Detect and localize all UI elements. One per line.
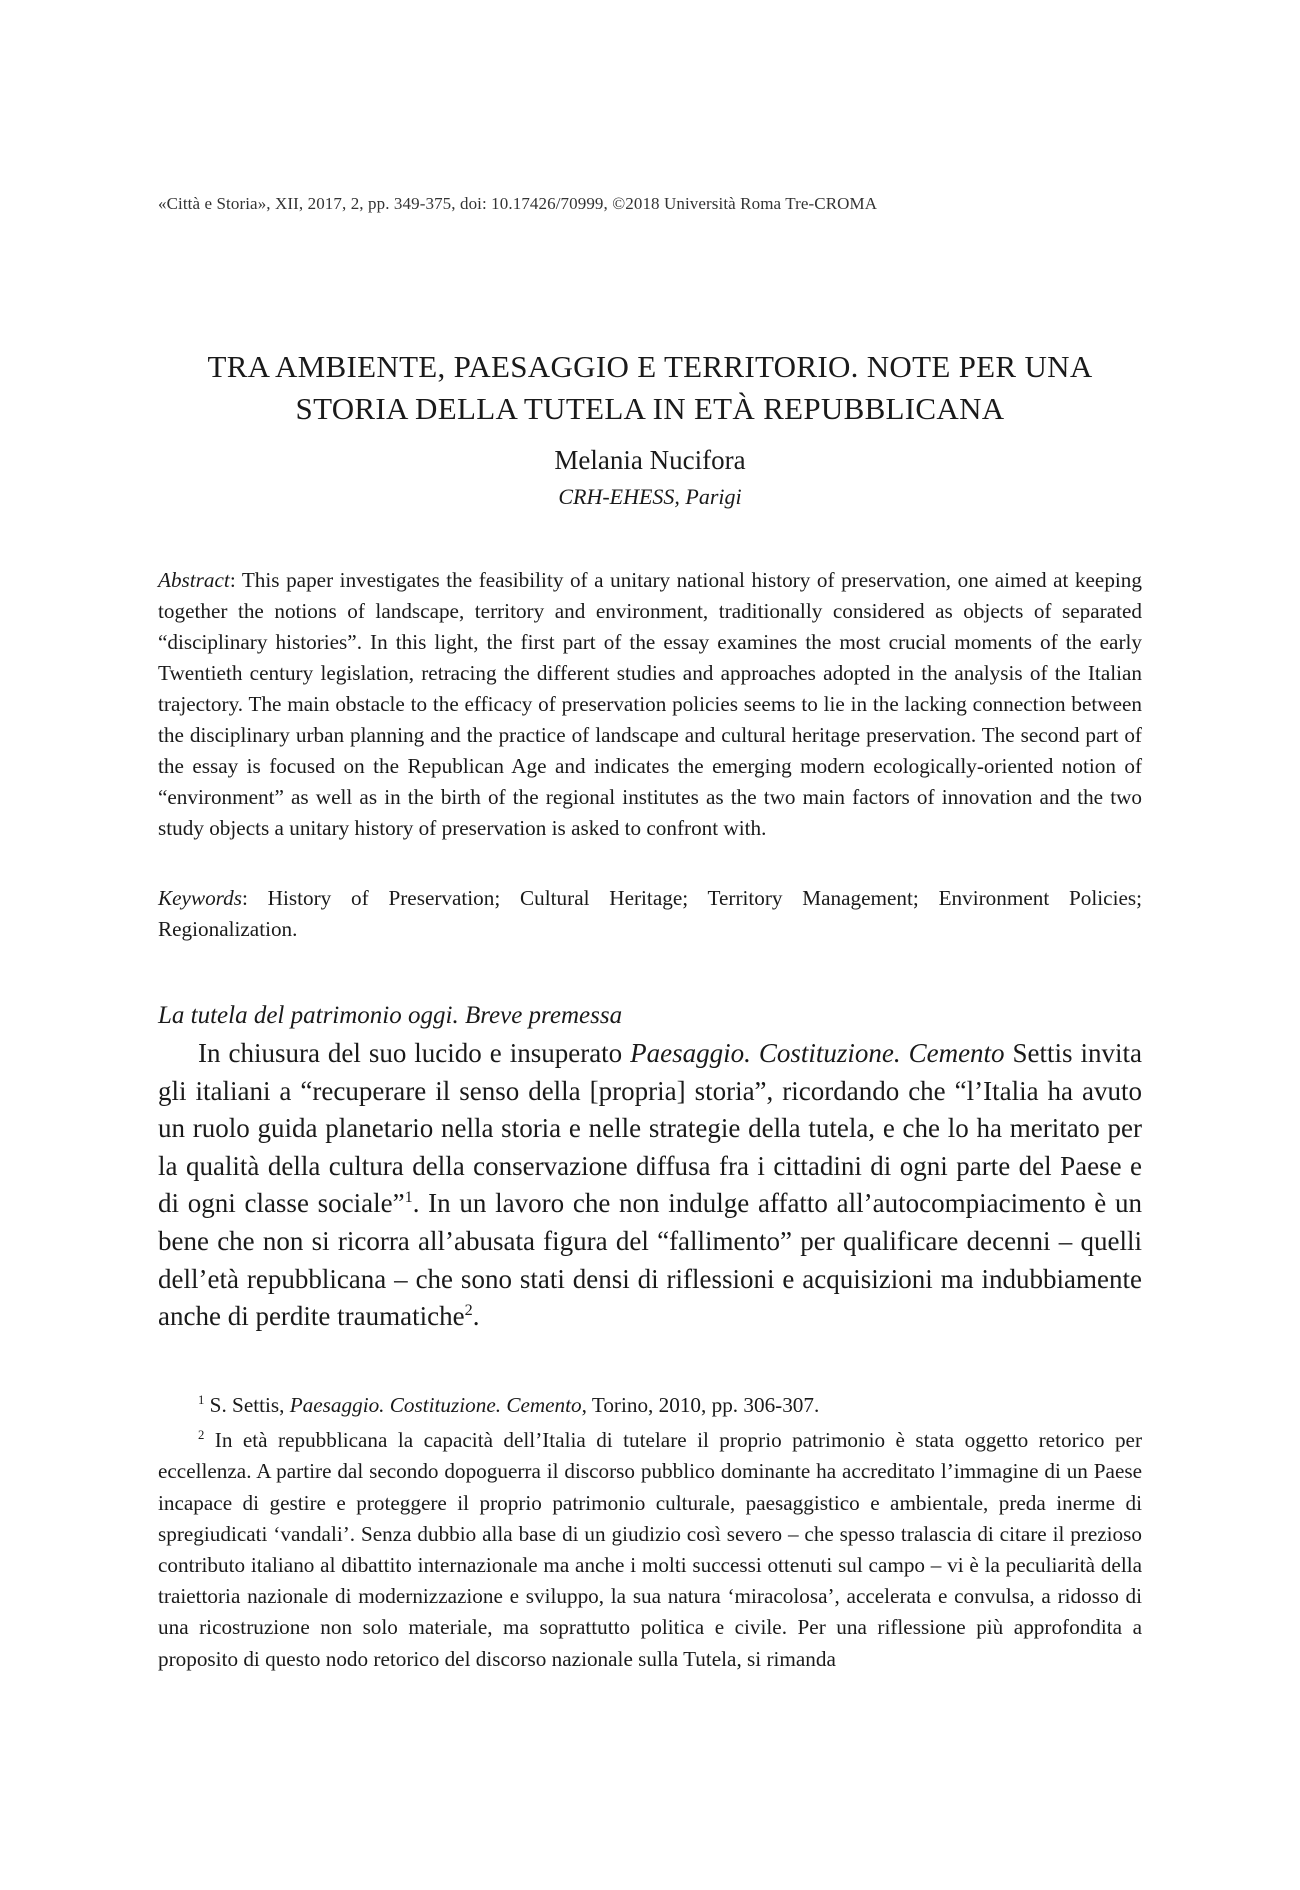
footnote-ref-2[interactable]: 2 [464,1301,473,1320]
footnote-ref-1[interactable]: 1 [404,1188,413,1207]
footnote-2 [158,1425,1142,1675]
section-heading: La tutela del patrimonio oggi. Breve premessa [158,1002,623,1029]
footnote-book-title: Paesaggio. Costituzione. Cemento [289,1393,582,1417]
footnote-number: 1 [198,1392,205,1407]
abstract [158,565,1142,844]
footnotes [158,1390,1142,1675]
article-title-line-1: TRA AMBIENTE, PAESAGGIO E TERRITORIO. NOTE PER UNA [207,349,1093,384]
article-title [150,346,1150,430]
title-block [150,346,1150,514]
body-text-part: Settis invita gli italiani a “recuperare il senso della [propria] storia”, ricordando che “l’Italia ha avuto un ruolo guida planetario nella storia e nelle strategie della tutela, e che lo ha meritato per la qualità della cultura della conservazione diffusa fra i cittadini di ogni parte del Paese e di ogni classe sociale” [158,1038,1142,1219]
footnote-text: , Torino, 2010, pp. 306-307. [581,1393,820,1417]
keywords [158,883,1142,945]
body-paragraph [158,1035,1142,1336]
article-title-line-2: STORIA DELLA TUTELA IN ETÀ REPUBBLICANA [295,391,1005,426]
body-book-title: Paesaggio. Costituzione. Cemento [630,1038,1005,1068]
journal-citation: «Città e Storia», XII, 2017, 2, pp. 349-375, doi: 10.17426/70999, ©2018 Università Roma Tre-CROMA [158,194,878,213]
footnote-text: S. Settis, [204,1393,290,1417]
keywords-text: : History of Preservation; Cultural Heritage; Territory Management; Environment Policies; Regionalization. [158,886,1142,941]
footnote-text: In età repubblicana la capacità dell’Italia di tutelare il proprio patrimonio è stata oggetto retorico per eccellenza. A partire dal secondo dopoguerra il discorso pubblico dominante ha accreditato l’immagine di un Paese incapace di gestire e proteggere il proprio patrimonio culturale, paesaggistico e ambientale, preda inerme di spregiudicati ‘vandali’. Senza dubbio alla base di un giudizio così severo – che spesso tralascia di citare il prezioso contributo italiano al dibattito internazionale ma anche i molti successi ottenuti sul campo – vi è la peculiarità della traiettoria nazionale di modernizzazione e sviluppo, la sua natura ‘miracolosa’, accelerata e convulsa, a ridosso di una ricostruzione non solo materiale, ma soprattutto politica e civile. Per una riflessione più approfondita a proposito di questo nodo retorico del discorso nazionale sulla Tutela, si rimanda [158,1428,1142,1671]
keywords-label: Keywords [158,886,242,910]
footnote-number: 2 [198,1428,205,1443]
abstract-text: : This paper investigates the feasibility of a unitary national history of preservation, one aimed at keeping together the notions of landscape, territory and environment, traditionally considered as objects of separated “disciplinary histories”. In this light, the first part of the essay examines the most crucial moments of the early Twentieth century legislation, retracing the different studies and approaches adopted in the analysis of the Italian trajectory. The main obstacle to the efficacy of preservation policies seems to lie in the lacking connection between the disciplinary urban planning and the practice of landscape and cultural heritage preservation. The second part of the essay is focused on the Republican Age and indicates the emerging modern ecologically-oriented notion of “environment” as well as in the birth of the regional institutes as the two main factors of innovation and the two study objects a unitary history of preservation is asked to confront with. [158,568,1142,840]
abstract-label: Abstract [158,568,230,592]
body-text-part: . [472,1301,480,1332]
author-affiliation: CRH-EHESS, Parigi [558,484,742,509]
footnote-1 [158,1390,1142,1421]
body-text-part: In chiusura del suo lucido e insuperato [198,1038,631,1068]
body-text-part: . In un lavoro che non indulge affatto all’autocompiacimento è un bene che non si ricorra all’abusata figura del “fallimento” per qualificare decenni – quelli dell’età repubblicana – che sono stati densi di riflessioni e acquisizioni ma indubbiamente anche di perdite traumatiche [158,1188,1143,1332]
author-name: Melania Nucifora [554,445,746,475]
